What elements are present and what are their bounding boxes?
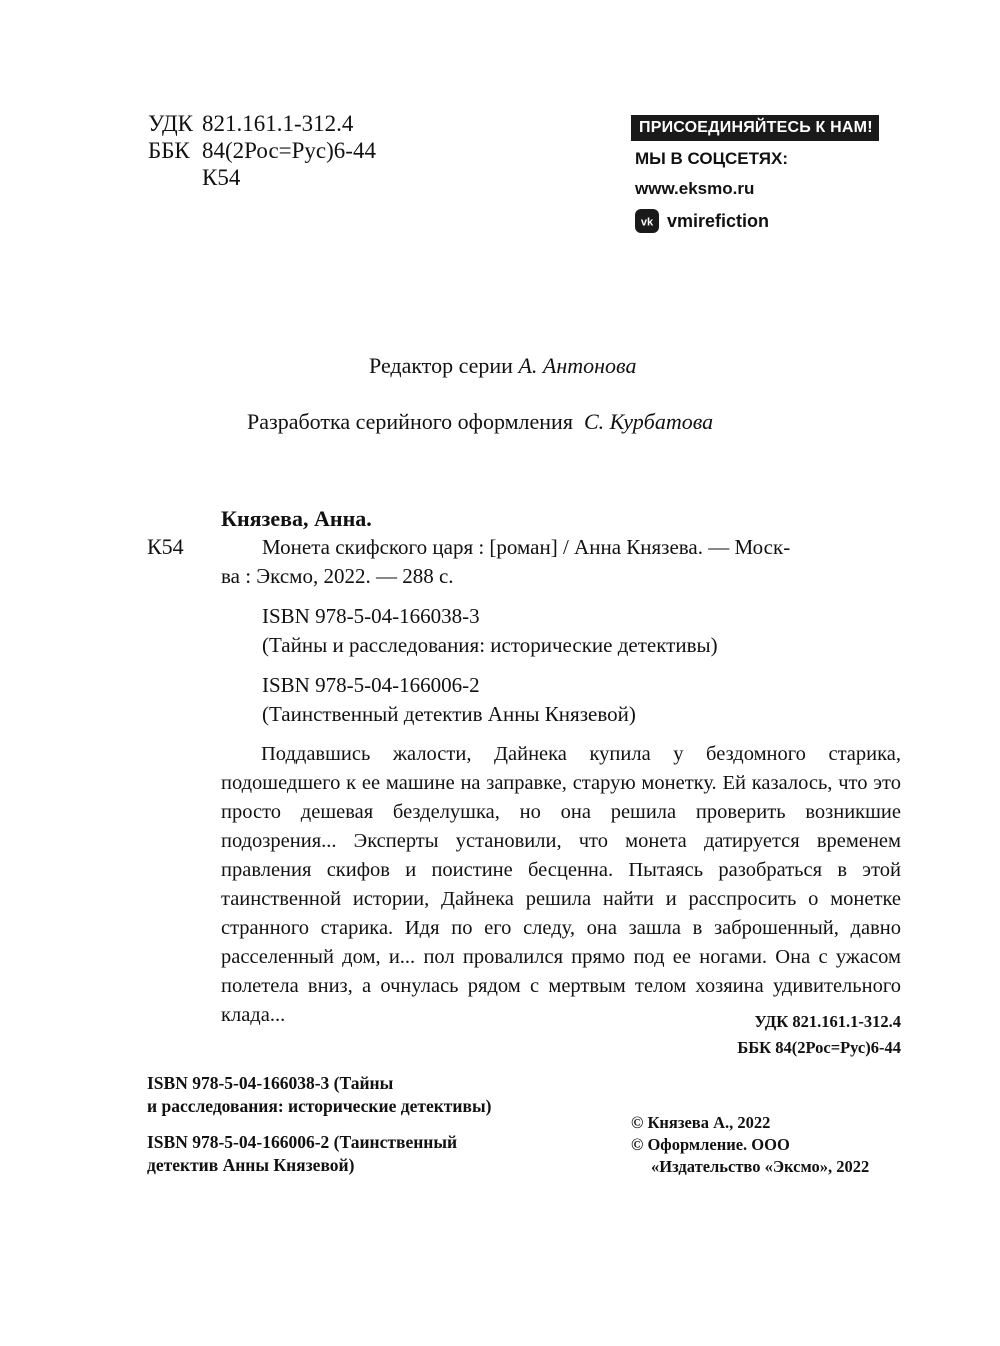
footer-isbn-2-line-2: детектив Анны Князевой)	[147, 1155, 355, 1175]
title-line-1: Монета скифского царя : [роман] / Анна Князева. — Моск-	[262, 535, 791, 559]
classification-block	[148, 110, 376, 191]
footer-isbn-1-line-2: и расследования: исторические детективы)	[147, 1096, 492, 1116]
social-block	[631, 115, 901, 233]
design-name: С. Курбатова	[583, 409, 714, 434]
design-label: Разработка серийного оформления	[247, 409, 573, 434]
copyright-author: © Князева А., 2022	[631, 1113, 771, 1132]
footer-isbn-2-line-1: ISBN 978-5-04-166006-2 (Таинственный	[147, 1132, 458, 1152]
series-editor-label: Редактор серии	[369, 353, 513, 378]
footer-isbn-1-line-1: ISBN 978-5-04-166038-3 (Тайны	[147, 1073, 394, 1093]
udk-line: УДК 821.161.1-312.4	[754, 1012, 901, 1031]
isbn-1: ISBN 978-5-04-166038-3	[262, 604, 480, 628]
vk-icon	[635, 209, 659, 233]
series-editor-credit	[369, 352, 636, 380]
series-1: (Тайны и расследования: исторические детективы)	[262, 633, 718, 657]
series-2: (Таинственный детектив Анны Князевой)	[262, 702, 636, 726]
author-mark: К54	[202, 165, 241, 190]
website-link[interactable]: www.eksmo.ru	[635, 179, 755, 198]
isbn-2: ISBN 978-5-04-166006-2	[262, 673, 480, 697]
record-mark: К54	[147, 534, 184, 559]
vk-handle: vmirefiction	[667, 210, 770, 231]
copyright-publisher: «Издательство «Эксмо», 2022	[651, 1157, 870, 1176]
udk-label: УДК	[148, 111, 193, 136]
design-credit	[247, 408, 713, 436]
copyright-design: © Оформление. ООО	[631, 1135, 790, 1154]
svg-text:vk: vk	[640, 216, 654, 229]
udk-value: 821.161.1-312.4	[202, 111, 354, 136]
copyright-block	[631, 1112, 869, 1178]
bbk-value: 84(2Рос=Рус)6-44	[202, 138, 376, 163]
annotation: Поддавшись жалости, Дайнека купила у бездомного старика, подошедшего к ее машине на заправке, старую монетку. Ей казалось, что это просто дешевая безделушка, но она решила проверить возникшие подозрения... Эксперты установили, что монета датируется временем правления скифов и поистине бесценна. Пытаясь разобраться в этой таинственной истории, Дайнека решила найти и расспросить о монетке странного старика. Идя по его следу, она зашла в заброшенный, давно расселенный дом, и... пол провалился прямо под ее ногами. Она с ужасом полетела вниз, а очнулась рядом с мертвым телом хозяина удивительного клада...	[221, 743, 901, 1026]
join-us-banner: ПРИСОЕДИНЯЙТЕСЬ К НАМ!	[631, 115, 879, 141]
title-line-2: ва : Эксмо, 2022. — 288 с.	[221, 564, 454, 588]
bbk-line: ББК 84(2Рос=Рус)6-44	[737, 1038, 901, 1057]
footer-isbn-2	[147, 1131, 457, 1177]
social-heading: МЫ В СОЦСЕТЯХ:	[635, 149, 789, 168]
vk-link[interactable]	[631, 209, 901, 233]
udk-bbk-block	[737, 1009, 901, 1061]
series-editor-name: А. Антонова	[518, 353, 637, 378]
footer-isbn-1	[147, 1072, 491, 1118]
author-heading: Князева, Анна.	[221, 506, 372, 531]
bbk-label: ББК	[148, 138, 190, 163]
